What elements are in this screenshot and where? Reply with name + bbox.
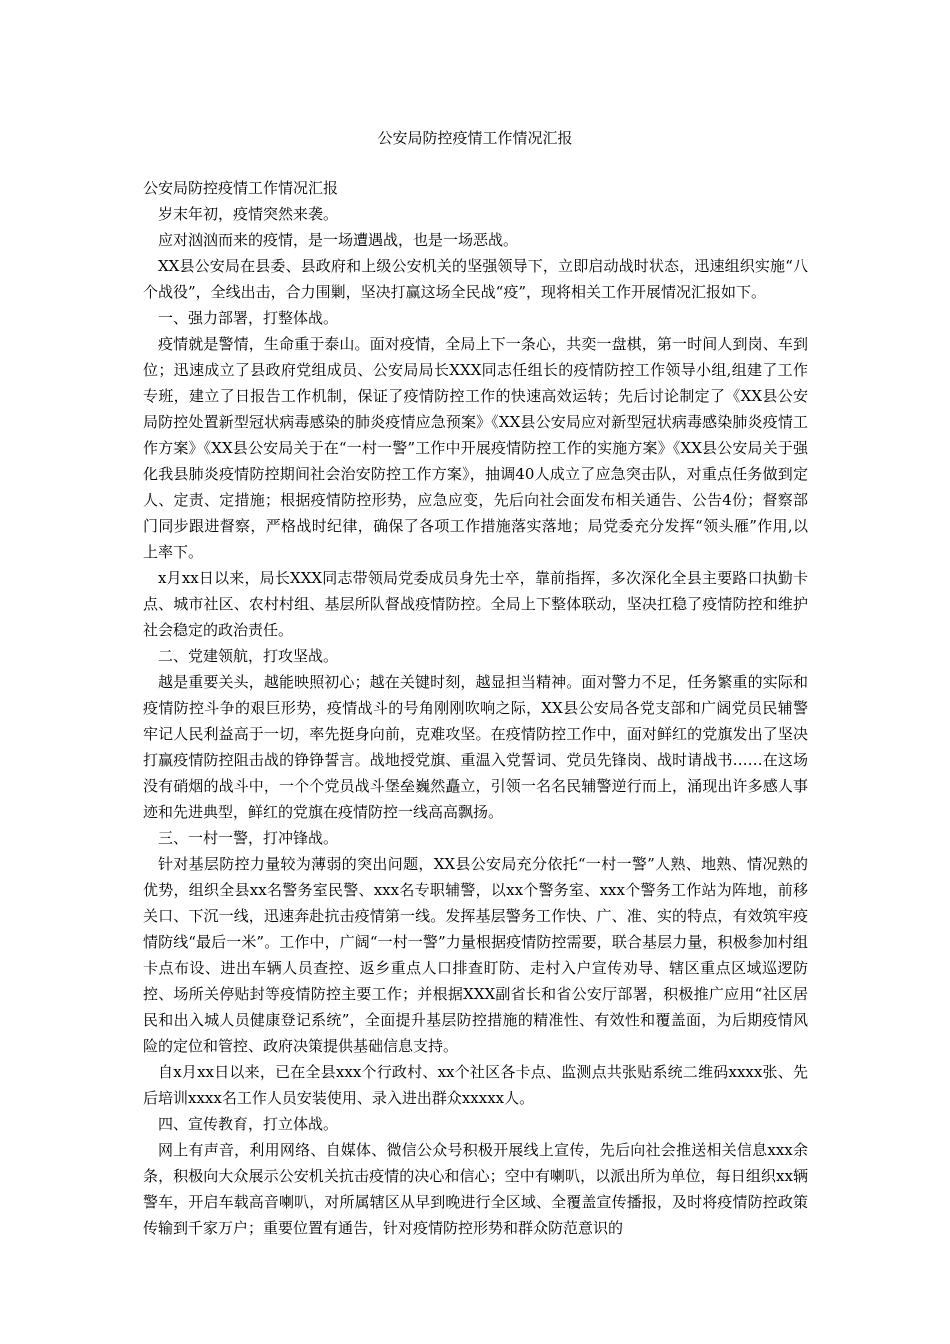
- paragraph: 自x月xx日以来，已在全县xxx个行政村、xx个社区各卡点、监测点共张贴系统二维码xxxx张、先后培训xxxx名工作人员安装使用、录入进出群众xxxxx人。: [143, 1063, 808, 1107]
- document-body: [143, 175, 808, 1241]
- section-heading: 二、党建领航，打攻坚战。: [158, 647, 339, 665]
- paragraph: 网上有声音，利用网络、自媒体、微信公众号积极开展线上宣传，先后向社会推送相关信息xxx余条，积极向大众展示公安机关抗击疫情的决心和信心；空中有喇叭，以派出所为单位，每日组织xx辆警车，开启车载高音喇叭，对所属辖区从早到晚进行全区域、全覆盖宣传播报，及时将疫情防控政策传输到千家万户；重要位置有通告，针对疫情防控形势和群众防范意识的: [143, 1141, 808, 1237]
- paragraph: 应对汹汹而来的疫情，是一场遭遇战，也是一场恶战。: [158, 231, 519, 249]
- section-heading: 三、一村一警，打冲锋战。: [158, 829, 339, 847]
- paragraph: x月xx日以来，局长XXX同志带领局党委成员身先士卒，靠前指挥，多次深化全县主要路口执勤卡点、城市社区、农村村组、基层所队督战疫情防控。全局上下整体联动，坚决扛稳了疫情防控和维护社会稳定的政治责任。: [143, 569, 808, 639]
- section-heading: 四、宣传教育，打立体战。: [158, 1115, 339, 1133]
- section-heading: 一、强力部署，打整体战。: [158, 309, 339, 327]
- document-title: 公安局防控疫情工作情况汇报: [377, 129, 573, 147]
- paragraph: 越是重要关头，越能映照初心；越在关键时刻，越显担当精神。面对警力不足，任务繁重的实际和疫情防控斗争的艰巨形势，疫情战斗的号角刚刚吹响之际，XX县公安局各党支部和广阔党员民辅警牢记人民利益高于一切，率先挺身向前，克难攻坚。在疫情防控工作中，面对鲜红的党旗发出了坚决打赢疫情防控阻击战的铮铮誓言。战地授党旗、重温入党誓词、党员先锋岗、战时请战书……在这场没有硝烟的战斗中，一个个党员战斗堡垒巍然矗立，引领一名名民辅警逆行而上，涌现出许多感人事迹和先进典型，鲜红的党旗在疫情防控一线高高飘扬。: [143, 673, 808, 821]
- paragraph: 疫情就是警情，生命重于泰山。面对疫情，全局上下一条心，共奕一盘棋，第一时间人到岗、车到位；迅速成立了县政府党组成员、公安局局长XXX同志任组长的疫情防控工作领导小组,组建了工作专班，建立了日报告工作机制，保证了疫情防控工作的快速高效运转；先后讨论制定了《XX县公安局防控处置新型冠状病毒感染的肺炎疫情应急预案》《XX县公安局应对新型冠状病毒感染肺炎疫情工作方案》《XX县公安局关于在“一村一警”工作中开展疫情防控工作的实施方案》《XX县公安局关于强化我县肺炎疫情防控期间社会治安防控工作方案》，抽调40人成立了应急突击队，对重点任务做到定人、定责、定措施；根据疫情防控形势，应急应变，先后向社会面发布相关通告、公告4份；督察部门同步跟进督察，严格战时纪律，确保了各项工作措施落实落地；局党委充分发挥“领头雁”作用,以上率下。: [143, 335, 808, 561]
- paragraph: 岁末年初，疫情突然来袭。: [158, 205, 339, 223]
- body-heading: 公安局防控疫情工作情况汇报: [143, 179, 339, 197]
- paragraph: XX县公安局在县委、县政府和上级公安机关的坚强领导下，立即启动战时状态，迅速组织实施“八个战役”，全线出击，合力围剿，坚决打赢这场全民战“疫”，现将相关工作开展情况汇报如下。: [143, 257, 808, 301]
- paragraph: 针对基层防控力量较为薄弱的突出问题，XX县公安局充分依托“一村一警”人熟、地熟、情况熟的优势，组织全县xx名警务室民警、xxx名专职辅警，以xx个警务室、xxx个警务工作站为阵地，前移关口、下沉一线，迅速奔赴抗击疫情第一线。发挥基层警务工作快、广、准、实的特点，有效筑牢疫情防线“最后一米”。工作中，广阔“一村一警”力量根据疫情防控需要，联合基层力量，积极参加村组卡点布设、进出车辆人员查控、返乡重点人口排查盯防、走村入户宣传劝导、辖区重点区域巡逻防控、场所关停贴封等疫情防控主要工作；并根据XXX副省长和省公安厅部署，积极推广应用“社区居民和出入城人员健康登记系统”，全面提升基层防控措施的精准性、有效性和覆盖面，为后期疫情风险的定位和管控、政府决策提供基础信息支持。: [143, 855, 808, 1055]
